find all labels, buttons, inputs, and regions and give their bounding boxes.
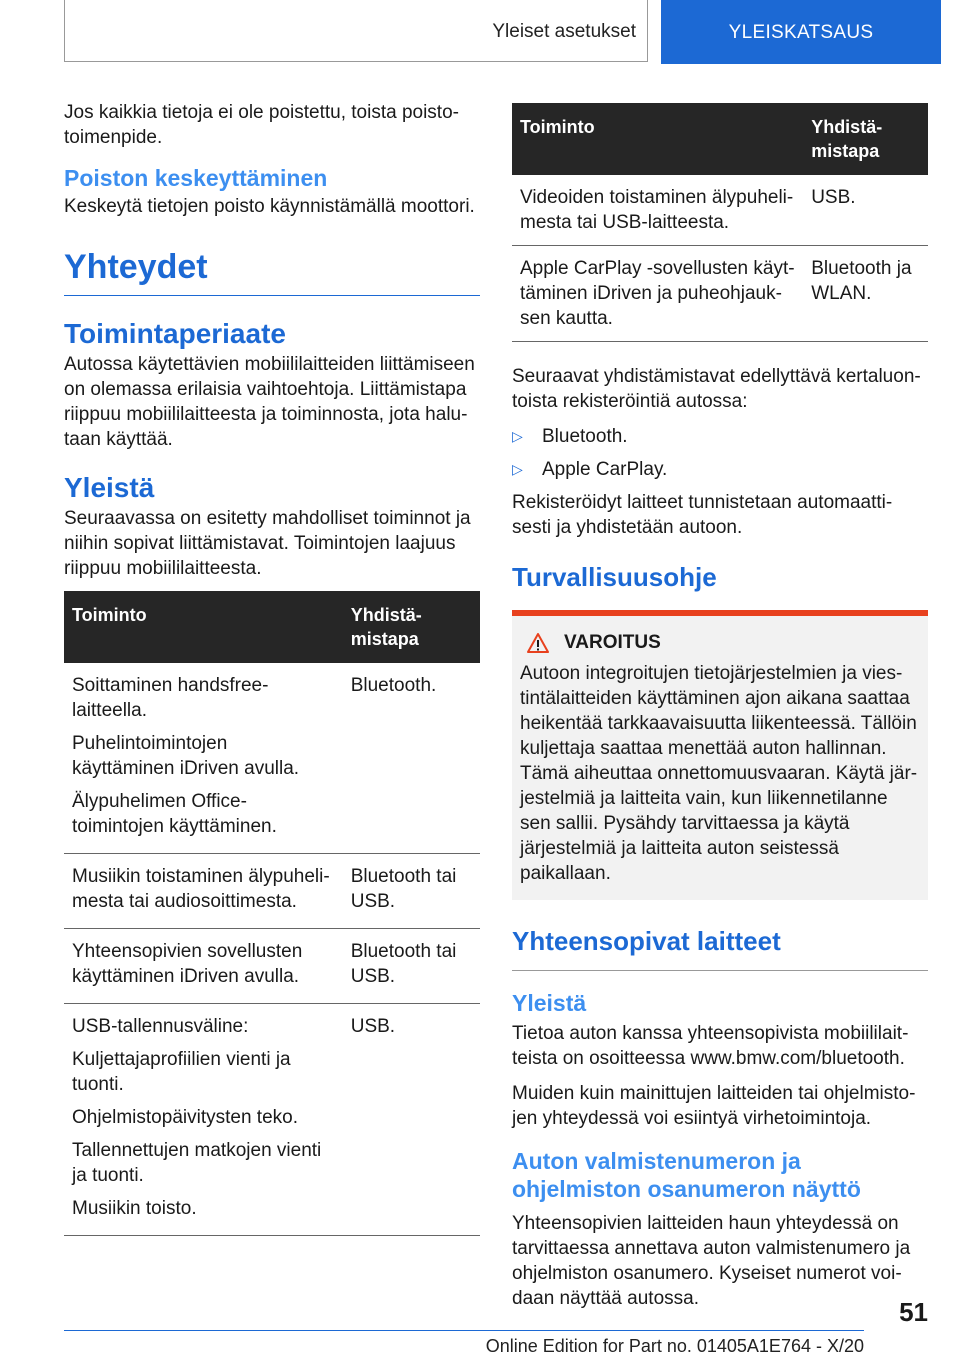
compatible-text-1: Tietoa auton kanssa yhteensopivista mobiililait-teista on osoitteessa www.bmw.com/bluetooth.	[512, 1023, 909, 1069]
cancel-heading: Poiston keskeyttäminen	[64, 165, 328, 191]
list-item: ▷ Apple CarPlay.	[512, 457, 928, 482]
page-number: 51	[899, 1297, 928, 1327]
table-row	[512, 246, 928, 342]
vin-heading: Auton valmistenumeron ja ohjelmiston osanumeron näyttö	[512, 1148, 861, 1202]
table-cell: Bluetooth.	[343, 663, 480, 854]
table-cell: Bluetooth tai USB.	[343, 854, 480, 929]
connection-table-continued	[512, 103, 928, 342]
table-cell: Puhelintoimintojen käyttäminen iDriven avulla.	[72, 733, 300, 779]
table-cell: Bluetooth ja WLAN.	[803, 246, 928, 342]
table-row	[64, 663, 480, 854]
warning-text: Autoon integroitujen tietojärjestelmien ja vies-tintälaitteiden käyttäminen ajon aikana saattaa heikentää tarkkaavaisuutta liikenteessä. Tällöin kuljettaja saattaa menettää auton hallinnan. Tämä aiheuttaa onnettomuusvaaran. Käytä jär-jestelmiä ja laitteita vain, kun liikennetilanne sen sallii. Pysähdy tarvittaessa ja käytä järjestelmiä ja laitteita auton seistessä paikallaan.	[520, 663, 918, 884]
footer-edition: Online Edition for Part no. 01405A1E764 - X/20	[485, 1336, 864, 1356]
table-cell: Kuljettajaprofiilien vienti ja tuonti.	[72, 1049, 291, 1095]
table-header-method: Yhdistä-mistapa	[343, 591, 480, 663]
safety-heading: Turvallisuusohje	[512, 562, 717, 592]
left-column	[64, 100, 480, 1236]
compatible-text-2: Muiden kuin mainittujen laitteiden tai ohjelmisto-jen yhteydessä voi esiintyä virhetoimintoja.	[512, 1083, 916, 1129]
warning-box	[512, 610, 928, 900]
table-cell: Musiikin toisto.	[72, 1198, 197, 1219]
table-cell: USB.	[343, 1004, 480, 1236]
table-header-function: Toiminto	[512, 103, 803, 175]
header-section-title: Yleiset asetukset	[492, 20, 636, 42]
table-cell: USB.	[803, 175, 928, 246]
vin-text: Yhteensopivien laitteiden haun yhteydessä on tarvittaessa annettava auton valmistenumero ja ohjelmiston osanumero. Kyseiset numerot voi-daan näyttää autossa.	[512, 1213, 911, 1309]
table-cell: Tallennettujen matkojen vienti ja tuonti.	[72, 1140, 322, 1186]
right-column	[512, 103, 928, 1321]
table-cell: Yhteensopivien sovellusten käyttäminen iDriven avulla.	[72, 941, 303, 987]
table-row	[64, 1004, 480, 1236]
registration-list	[512, 424, 928, 482]
intro-text: Jos kaikkia tietoja ei ole poistettu, toista poisto-toimenpide.	[64, 102, 459, 148]
table-cell: USB-tallennusväline:	[72, 1016, 249, 1037]
table-row	[512, 175, 928, 246]
footer-divider	[64, 1330, 864, 1331]
warning-triangle-icon	[526, 632, 550, 654]
table-cell: Apple CarPlay -sovellusten käyt-täminen iDriven ja puheohjauk-sen kautta.	[512, 246, 803, 342]
table-row	[64, 929, 480, 1004]
general-heading: Yleistä	[64, 472, 155, 503]
table-cell: Bluetooth tai USB.	[343, 929, 480, 1004]
warning-title: VAROITUS	[564, 632, 661, 653]
registration-text: Seuraavat yhdistämistavat edellyttävä kertaluon-toista rekisteröintiä autossa:	[512, 366, 921, 412]
compatible-heading: Yhteensopivat laitteet	[512, 926, 928, 971]
table-cell: Musiikin toistaminen älypuheli-mesta tai audiosoittimesta.	[72, 866, 330, 912]
cancel-text: Keskeytä tietojen poisto käynnistämällä moottori.	[64, 196, 475, 217]
list-item: ▷ Bluetooth.	[512, 424, 928, 449]
table-cell: Soittaminen handsfree-laitteella.	[72, 675, 269, 721]
table-cell: Älypuhelimen Office-toimintojen käyttäminen.	[72, 791, 277, 837]
table-header-method: Yhdistä-mistapa	[803, 103, 928, 175]
table-row	[64, 854, 480, 929]
principle-heading: Toimintaperiaate	[64, 318, 286, 349]
table-cell: Videoiden toistaminen älypuheli-mesta tai USB-laitteesta.	[512, 175, 803, 246]
principle-text: Autossa käytettävien mobiililaitteiden liittämiseen on olemassa erilaisia vaihtoehtoja. Liittämistapa riippuu mobiililaitteesta ja toiminnosta, jota halu-taan käyttää.	[64, 354, 475, 450]
connections-heading: Yhteydet	[64, 247, 480, 296]
connection-table	[64, 591, 480, 1236]
general-text: Seuraavassa on esitetty mahdolliset toiminnot ja niihin sopivat liittämistavat. Toimintojen laajuus riippuu mobiililaitteesta.	[64, 508, 471, 579]
warning-title-row	[520, 630, 920, 655]
registration-after-text: Rekisteröidyt laitteet tunnistetaan automaatti-sesti ja yhdistetään autoon.	[512, 492, 893, 538]
table-cell: Ohjelmistopäivitysten teko.	[72, 1107, 298, 1128]
compatible-general-heading: Yleistä	[512, 990, 587, 1016]
table-header-function: Toiminto	[64, 591, 343, 663]
header-tab[interactable]: YLEISKATSAUS	[661, 0, 941, 64]
